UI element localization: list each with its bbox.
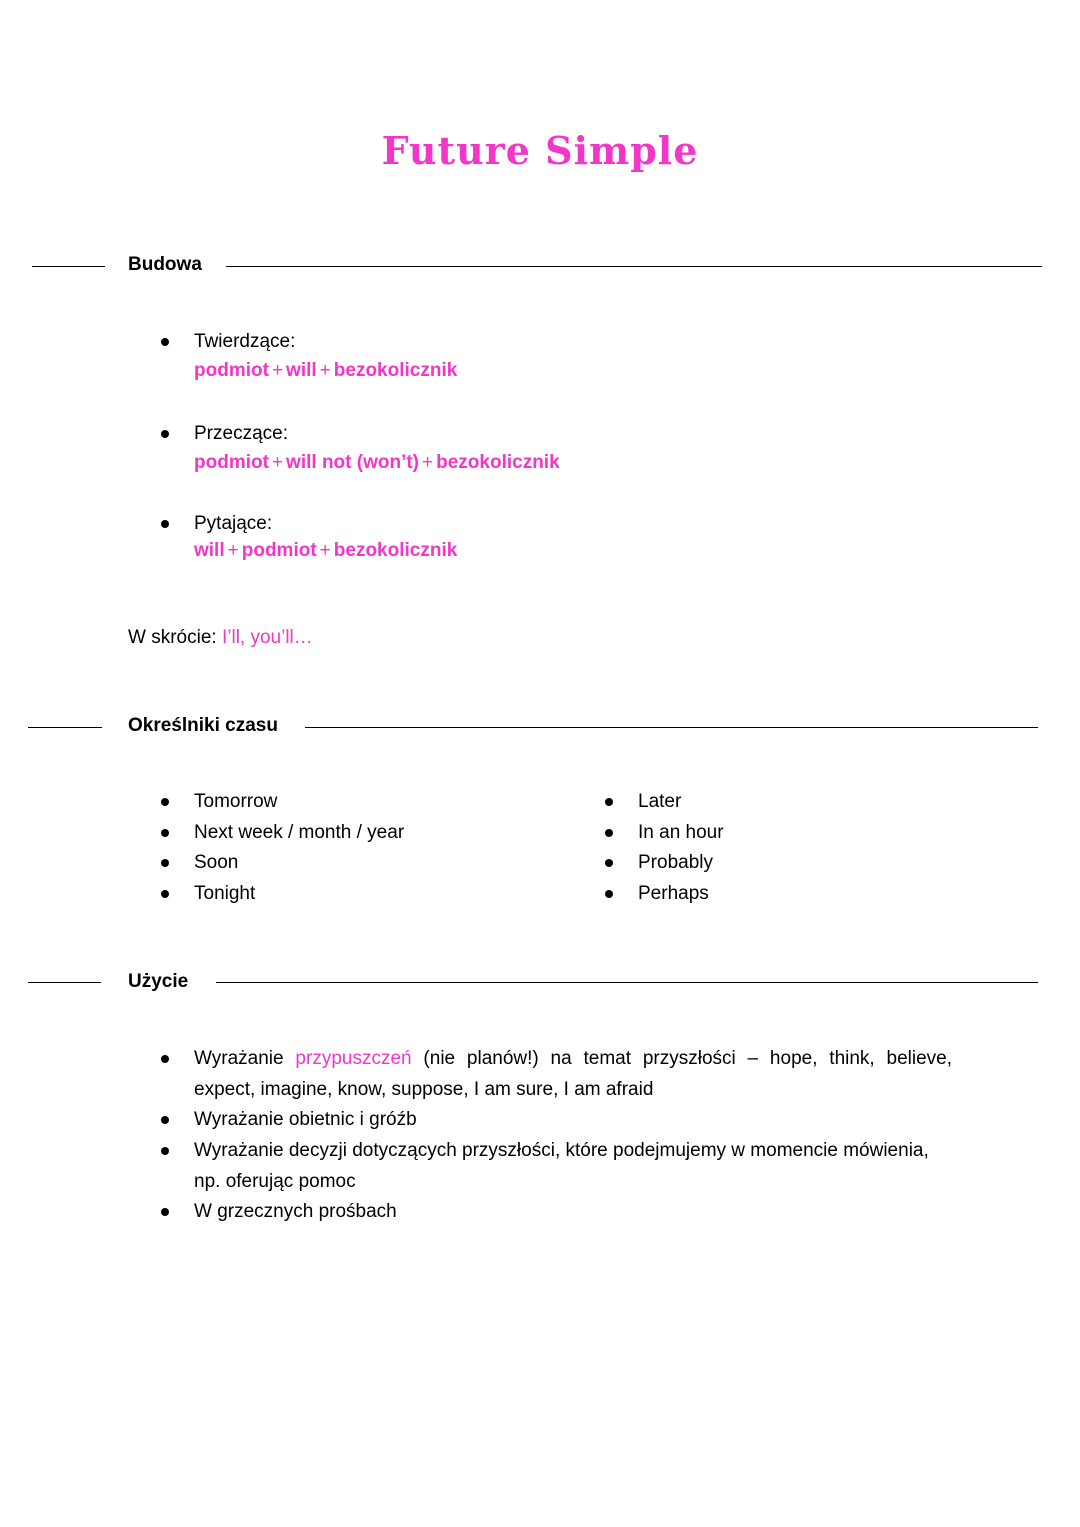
formula-part: bezokolicznik — [436, 452, 560, 473]
usage-item-promises: Wyrażanie obietnic i gróźb — [194, 1109, 417, 1130]
bullet-icon — [605, 890, 613, 898]
usage-item-decisions: Wyrażanie decyzji dotyczących przyszłości, które podejmujemy w momencie mówienia, np. oferując pomoc — [194, 1140, 929, 1192]
bullet-icon — [161, 1055, 169, 1063]
bullet-icon — [161, 829, 169, 837]
bullet-icon — [161, 1208, 169, 1216]
plus-sign: + — [271, 452, 284, 473]
bullet-icon — [605, 829, 613, 837]
section-heading-budowa: Budowa — [128, 254, 202, 275]
time-expression: In an hour — [638, 822, 724, 843]
formula-part: will not (won’t) — [286, 452, 420, 473]
formula-part: will — [286, 360, 317, 381]
time-expression: Soon — [194, 852, 239, 873]
formula-part: podmiot — [241, 540, 317, 561]
time-expression: Tomorrow — [194, 791, 278, 812]
section-heading-okresliniki: Określniki czasu — [128, 715, 278, 736]
bullet-icon — [161, 1147, 169, 1155]
time-expression: Later — [638, 791, 682, 812]
plus-sign: + — [422, 452, 434, 473]
usage-highlight: przypuszczeń — [295, 1048, 412, 1069]
usage-item-assumptions — [194, 1044, 952, 1105]
short-form-line — [128, 623, 313, 653]
bullet-icon — [161, 430, 169, 438]
usage-text: Wyrażanie — [194, 1048, 284, 1069]
bullet-icon — [605, 859, 613, 867]
budowa-label-przeczace: Przeczące: — [194, 423, 288, 444]
formula-part: will — [194, 540, 225, 561]
formula-part: podmiot — [194, 452, 269, 473]
time-expression: Next week / month / year — [194, 822, 405, 843]
usage-text: (nie planów!) na temat przyszłości – hope, think, believe, expect, imagine, know, suppose, I am sure, I am afraid — [194, 1048, 953, 1100]
divider-right — [216, 982, 1038, 983]
plus-sign: + — [319, 540, 331, 561]
time-expression: Probably — [638, 852, 713, 873]
bullet-icon — [161, 798, 169, 806]
plus-sign: + — [271, 360, 284, 381]
plus-sign: + — [227, 540, 239, 561]
divider-left — [28, 727, 102, 728]
plus-sign: + — [319, 360, 331, 381]
time-expression: Perhaps — [638, 883, 709, 904]
bullet-icon — [161, 338, 169, 346]
bullet-icon — [605, 798, 613, 806]
budowa-label-twierdzace: Twierdzące: — [194, 331, 296, 352]
bullet-icon — [161, 520, 169, 528]
formula-part: bezokolicznik — [333, 540, 458, 561]
bullet-icon — [161, 1116, 169, 1124]
bullet-icon — [161, 890, 169, 898]
formula-part: podmiot — [194, 360, 269, 381]
divider-right — [305, 727, 1038, 728]
budowa-formula-pytajace — [194, 540, 457, 562]
usage-item-requests: W grzecznych prośbach — [194, 1201, 397, 1222]
section-heading-uzycie: Użycie — [128, 971, 189, 992]
time-expression: Tonight — [194, 883, 256, 904]
divider-left — [32, 266, 105, 267]
short-form-label: W skrócie: — [128, 627, 217, 648]
divider-right — [226, 266, 1042, 267]
budowa-formula-twierdzace — [194, 360, 457, 382]
divider-left — [28, 982, 101, 983]
budowa-label-pytajace: Pytające: — [194, 513, 273, 534]
formula-part: bezokolicznik — [333, 360, 458, 381]
budowa-formula-przeczace — [194, 452, 560, 474]
bullet-icon — [161, 859, 169, 867]
short-form-value: I’ll, you’ll… — [221, 627, 313, 648]
page-title: Future Simple — [381, 128, 699, 173]
